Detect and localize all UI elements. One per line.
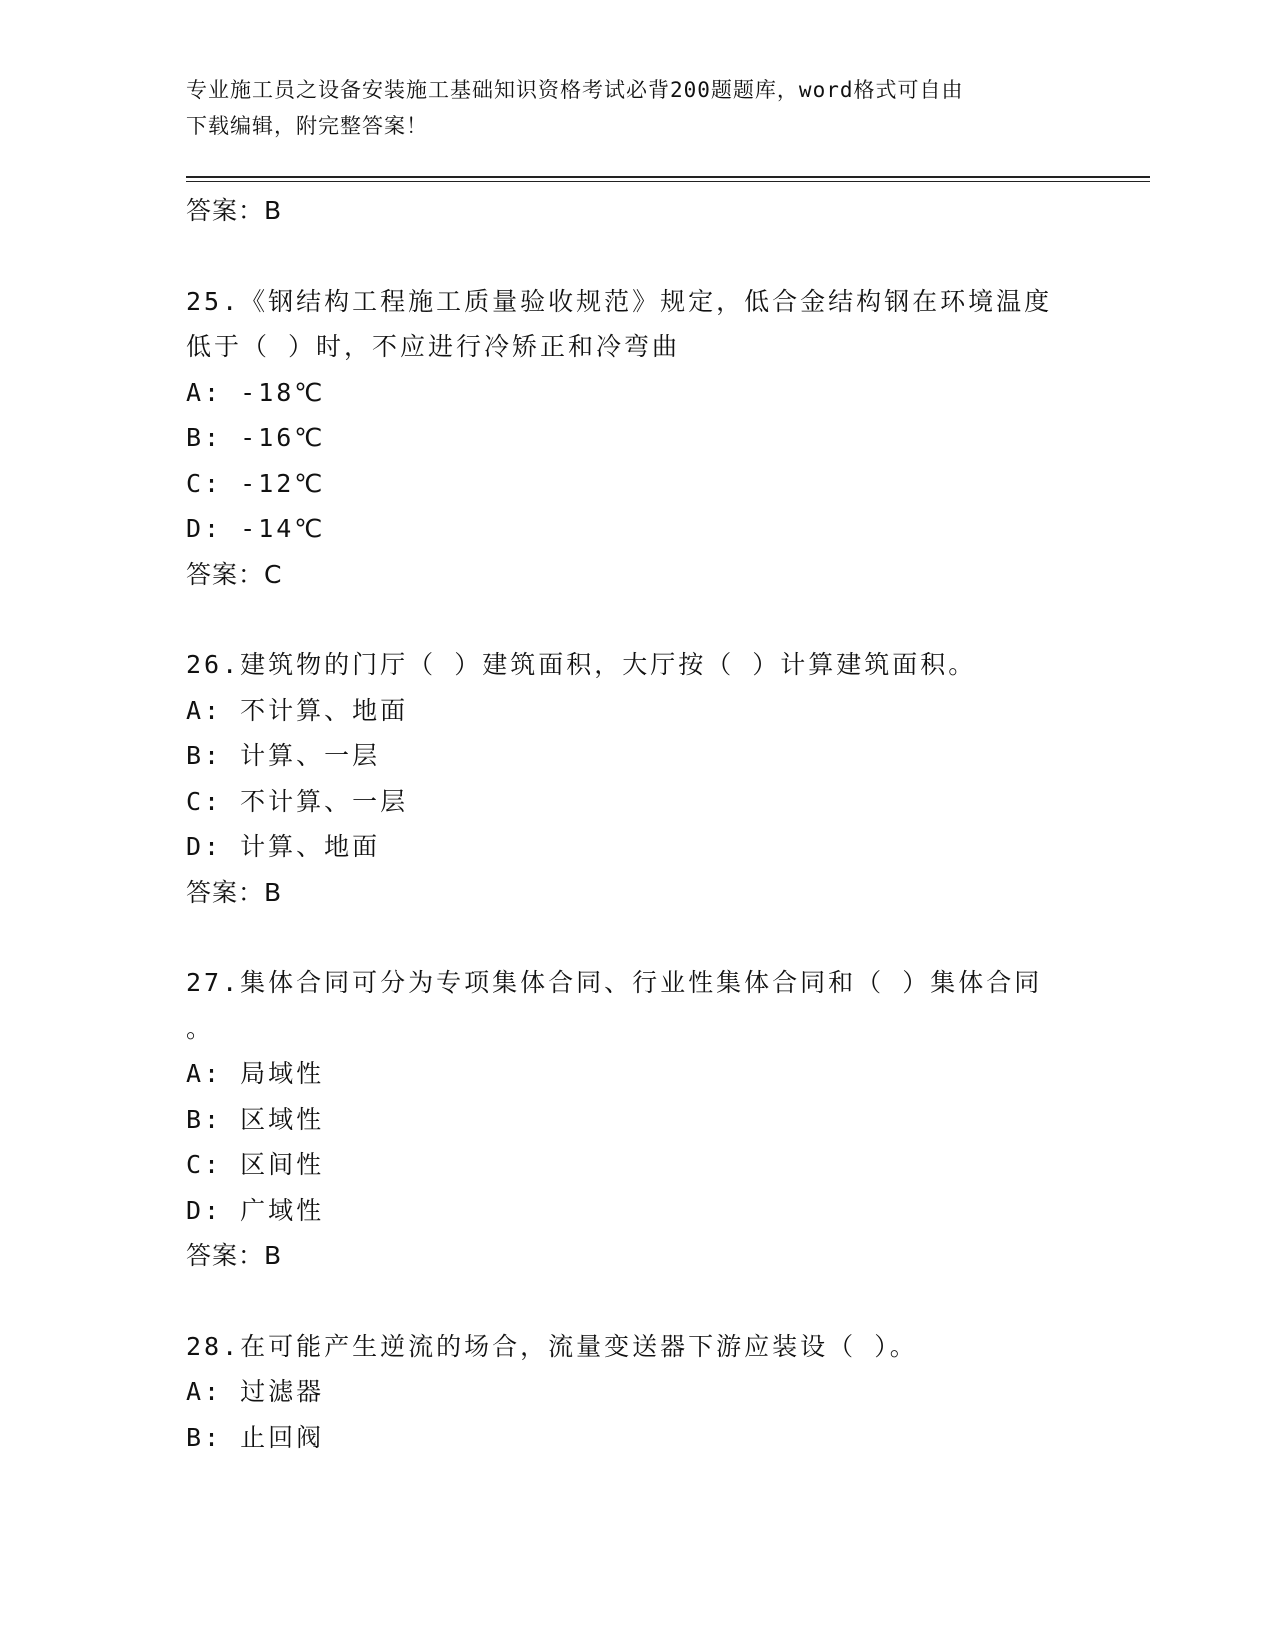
question-stem-continued: 低于（ ）时，不应进行冷矫正和冷弯曲: [186, 332, 681, 361]
option-a: A: -18℃: [186, 377, 326, 407]
header-divider-thin: [186, 181, 1150, 182]
header-line-1: 专业施工员之设备安装施工基础知识资格考试必背200题题库，word格式可自由: [186, 78, 964, 102]
option-b: B: 计算、一层: [186, 741, 381, 770]
document-header: [186, 72, 1086, 144]
option-c: C: 区间性: [186, 1150, 325, 1179]
question-25: [186, 279, 1086, 598]
answer: 答案：B: [186, 877, 283, 907]
option-b: B: 止回阀: [186, 1422, 325, 1452]
option-b: B: 区域性: [186, 1104, 325, 1134]
option-a: A: 过滤器: [186, 1377, 325, 1406]
option-c: C: -12℃: [186, 468, 326, 498]
answer: 答案：C: [186, 559, 283, 589]
question-stem-continued: 。: [186, 1013, 215, 1043]
option-d: D: -14℃: [186, 514, 326, 543]
question-content: [186, 188, 1086, 1460]
header-line-2: 下载编辑，附完整答案！: [186, 114, 428, 138]
option-d: D: 广域性: [186, 1195, 325, 1225]
question-26: [186, 642, 1086, 915]
spacer: [186, 1279, 1086, 1324]
option-c: C: 不计算、一层: [186, 786, 409, 816]
option-a: A: 不计算、地面: [186, 695, 409, 725]
spacer: [186, 234, 1086, 279]
option-b: B: -16℃: [186, 423, 326, 452]
option-a: A: 局域性: [186, 1059, 325, 1088]
question-stem: 25.《钢结构工程施工质量验收规范》规定，低合金结构钢在环境温度: [186, 286, 1053, 316]
question-stem: 26.建筑物的门厅（ ）建筑面积，大厅按（ ）计算建筑面积。: [186, 650, 977, 679]
question-stem: 28.在可能产生逆流的场合，流量变送器下游应装设（ ）。: [186, 1331, 918, 1361]
spacer: [186, 597, 1086, 642]
spacer: [186, 915, 1086, 960]
option-d: D: 计算、地面: [186, 832, 381, 861]
previous-answer: 答案：B: [186, 196, 283, 225]
question-28: [186, 1324, 1086, 1461]
question-stem: 27.集体合同可分为专项集体合同、行业性集体合同和（ ）集体合同: [186, 968, 1043, 997]
header-divider-thick: [186, 176, 1150, 178]
question-27: [186, 960, 1086, 1279]
answer: 答案：B: [186, 1241, 283, 1270]
